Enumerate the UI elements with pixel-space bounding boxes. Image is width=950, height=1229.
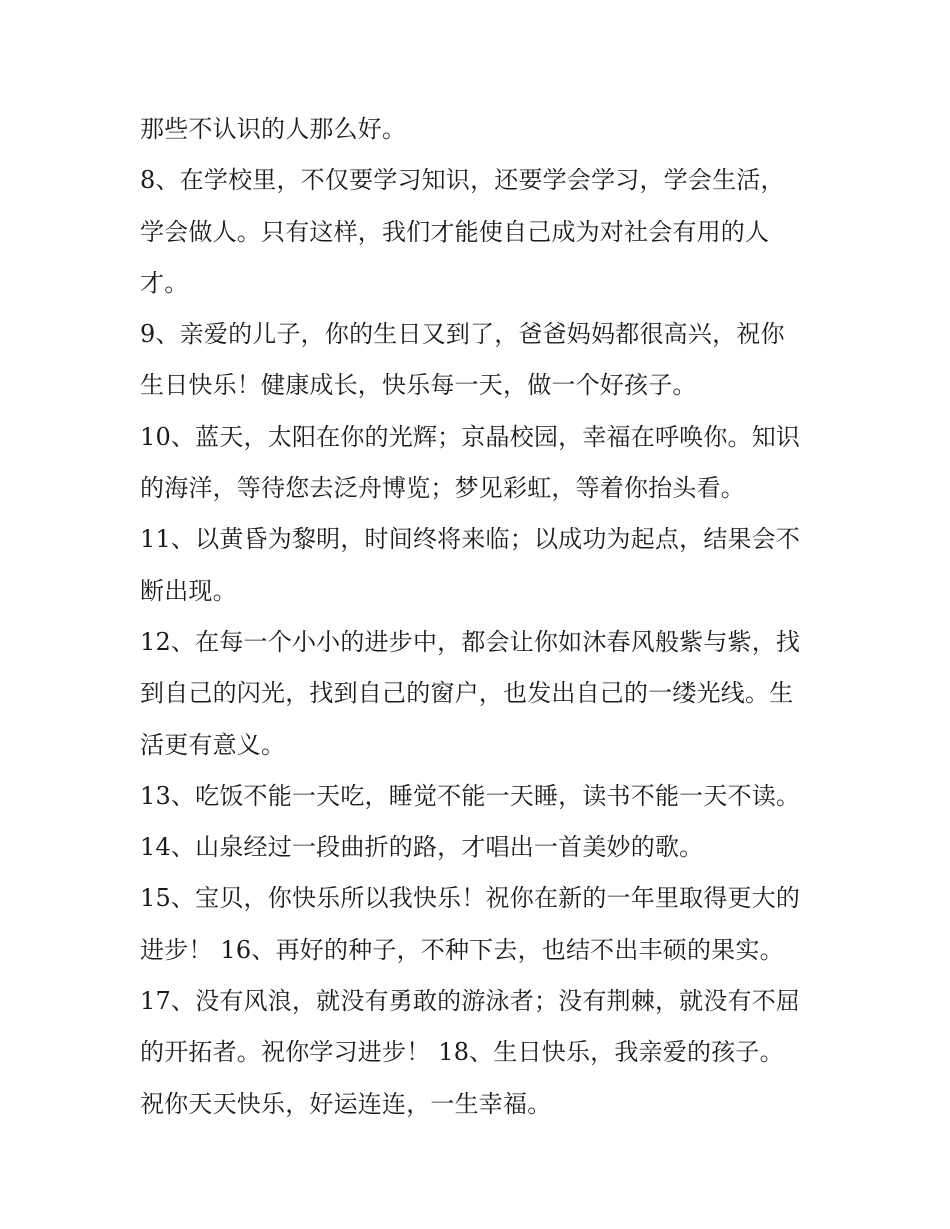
text-line: 的开拓者。祝你学习进步！ 18、生日快乐，我亲爱的孩子。 [140,1038,784,1067]
text-line: 10、蓝天，太阳在你的光辉；京晶校园，幸福在呼唤你。知识 [140,422,801,451]
text-line: 17、没有风浪，就没有勇敢的游泳者；没有荆棘，就没有不屈 [140,987,801,1016]
text-line: 13、吃饭不能一天吃，睡觉不能一天睡，读书不能一天不读。 [140,781,801,810]
text-line: 生日快乐！健康成长，快乐每一天，做一个好孩子。 [140,371,697,400]
text-line: 到自己的闪光，找到自己的窗户，也发出自己的一缕光线。生 [140,679,794,708]
text-line: 学会做人。只有这样，我们才能使自己成为对社会有用的人 [140,217,770,246]
text-line: 祝你天天快乐，好运连连，一生幸福。 [140,1089,552,1118]
text-line: 的海洋，等待您去泛舟博览；梦见彩虹，等着你抬头看。 [140,474,745,503]
text-line: 8、在学校里，不仅要学习知识，还要学会学习，学会生活， [140,166,785,195]
text-line: 活更有意义。 [140,730,286,759]
text-line: 15、宝贝，你快乐所以我快乐！祝你在新的一年里取得更大的 [140,884,801,913]
text-line: 那些不认识的人那么好。 [140,115,407,143]
text-line: 9、亲爱的儿子，你的生日又到了，爸爸妈妈都很高兴，祝你 [140,320,785,349]
text-line: 断出现。 [140,576,237,605]
text-line: 11、以黄昏为黎明，时间终将来临；以成功为起点，结果会不 [140,525,801,554]
text-line: 才。 [140,268,189,297]
text-line: 12、在每一个小小的进步中，都会让你如沐春风般紫与紫，找 [140,627,801,656]
text-line: 14、山泉经过一段曲折的路，才唱出一首美妙的歌。 [140,833,704,862]
document-body [140,104,830,1130]
text-line: 进步！ 16、再好的种子，不种下去，也结不出丰硕的果实。 [140,935,784,964]
